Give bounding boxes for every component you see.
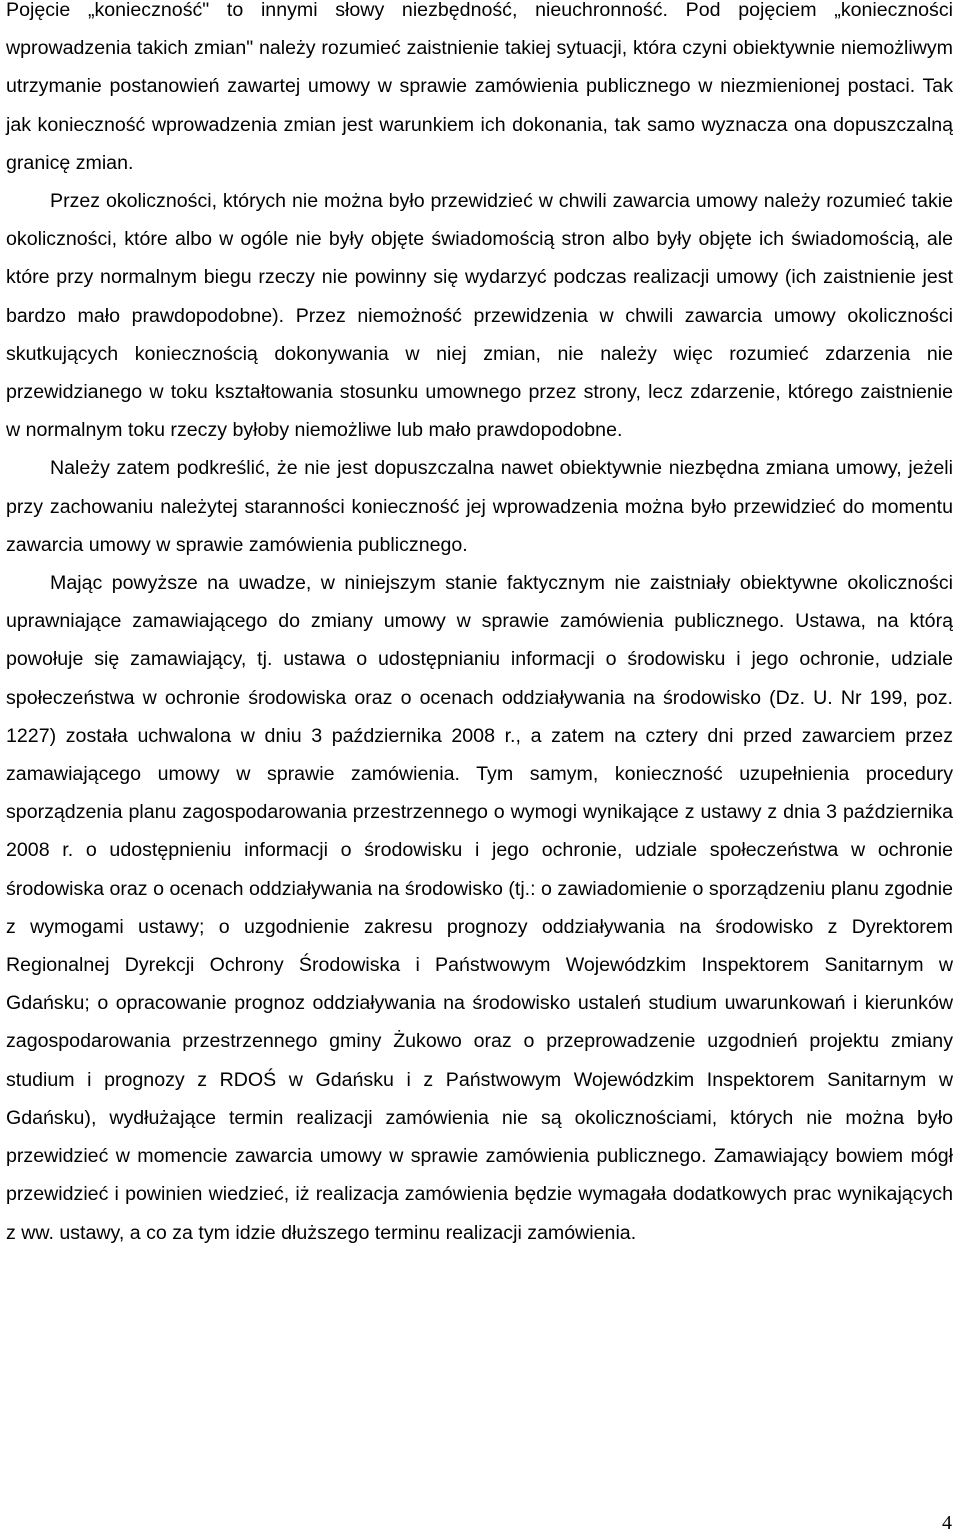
- paragraph-unforeseeable-circumstances: Przez okoliczności, których nie można było przewidzieć w chwili zawarcia umowy należy rozumieć takie okoliczności, które albo w ogóle nie były objęte świadomością stron albo były objęte ich świadomością, ale które przy normalnym biegu rzeczy nie powinny się wydarzyć podczas realizacji umowy (ich zaistnienie jest bardzo mało prawdopodobne). Przez niemożność przewidzenia w chwili zawarcia umowy okoliczności skutkujących koniecznością dokonywania w niej zmian, nie należy więc rozumieć zdarzenia nie przewidzianego w toku kształtowania stosunku umownego przez strony, lecz zdarzenie, którego zaistnienie w normalnym toku rzeczy byłoby niemożliwe lub mało prawdopodobne.: [6, 190, 953, 442]
- paragraph-necessity-definition: Pojęcie „konieczność" to innymi słowy niezbędność, nieuchronność. Pod pojęciem „konieczności wprowadzenia takich zmian" należy rozumieć zaistnienie takiej sytuacji, która czyni obiektywnie niemożliwym utrzymanie postanowień zawartej umowy w sprawie zamówienia publicznego w niezmienionej postaci. Tak jak konieczność wprowadzenia zmian jest warunkiem ich dokonania, tak samo wyznacza ona dopuszczalną granicę zmian.: [6, 0, 953, 174]
- page-number: 4: [942, 1512, 952, 1534]
- paragraph-due-diligence: Należy zatem podkreślić, że nie jest dopuszczalna nawet obiektywnie niezbędna zmiana umowy, jeżeli przy zachowaniu należytej staranności konieczność jej wprowadzenia można było przewidzieć do momentu zawarcia umowy w sprawie zamówienia publicznego.: [6, 457, 953, 556]
- document-page: [6, 0, 953, 1252]
- paragraph-factual-state: Mając powyższe na uwadze, w niniejszym stanie faktycznym nie zaistniały obiektywne okoliczności uprawniające zamawiającego do zmiany umowy w sprawie zamówienia publicznego. Ustawa, na którą powołuje się zamawiający, tj. ustawa o udostępnianiu informacji o środowisku i jego ochronie, udziale społeczeństwa w ochronie środowiska oraz o ocenach oddziaływania na środowisko (Dz. U. Nr 199, poz. 1227) została uchwalona w dniu 3 października 2008 r., a zatem na cztery dni przed zawarciem przez zamawiającego umowy w sprawie zamówienia. Tym samym, konieczność uzupełnienia procedury sporządzenia planu zagospodarowania przestrzennego o wymogi wynikające z ustawy z dnia 3 października 2008 r. o udostępnieniu informacji o środowisku i jego ochronie, udziale społeczeństwa w ochronie środowiska oraz o ocenach oddziaływania na środowisko (tj.: o zawiadomienie o sporządzeniu planu zgodnie z wymogami ustawy; o uzgodnienie zakresu prognozy oddziaływania na środowisko z Dyrektorem Regionalnej Dyrekcji Ochrony Środowiska i Państwowym Wojewódzkim Inspektorem Sanitarnym w Gdańsku; o opracowanie prognoz oddziaływania na środowisko ustaleń studium uwarunkowań i kierunków zagospodarowania przestrzennego gminy Żukowo oraz o przeprowadzenie uzgodnień projektu zmiany studium i prognozy z RDOŚ w Gdańsku i z Państwowym Wojewódzkim Inspektorem Sanitarnym w Gdańsku), wydłużające termin realizacji zamówienia nie są okolicznościami, których nie można było przewidzieć w momencie zawarcia umowy w sprawie zamówienia publicznego. Zamawiający bowiem mógł przewidzieć i powinien wiedzieć, iż realizacja zamówienia będzie wymagała dodatkowych prac wynikających z ww. ustawy, a co za tym idzie dłuższego terminu realizacji zamówienia.: [6, 572, 953, 1244]
